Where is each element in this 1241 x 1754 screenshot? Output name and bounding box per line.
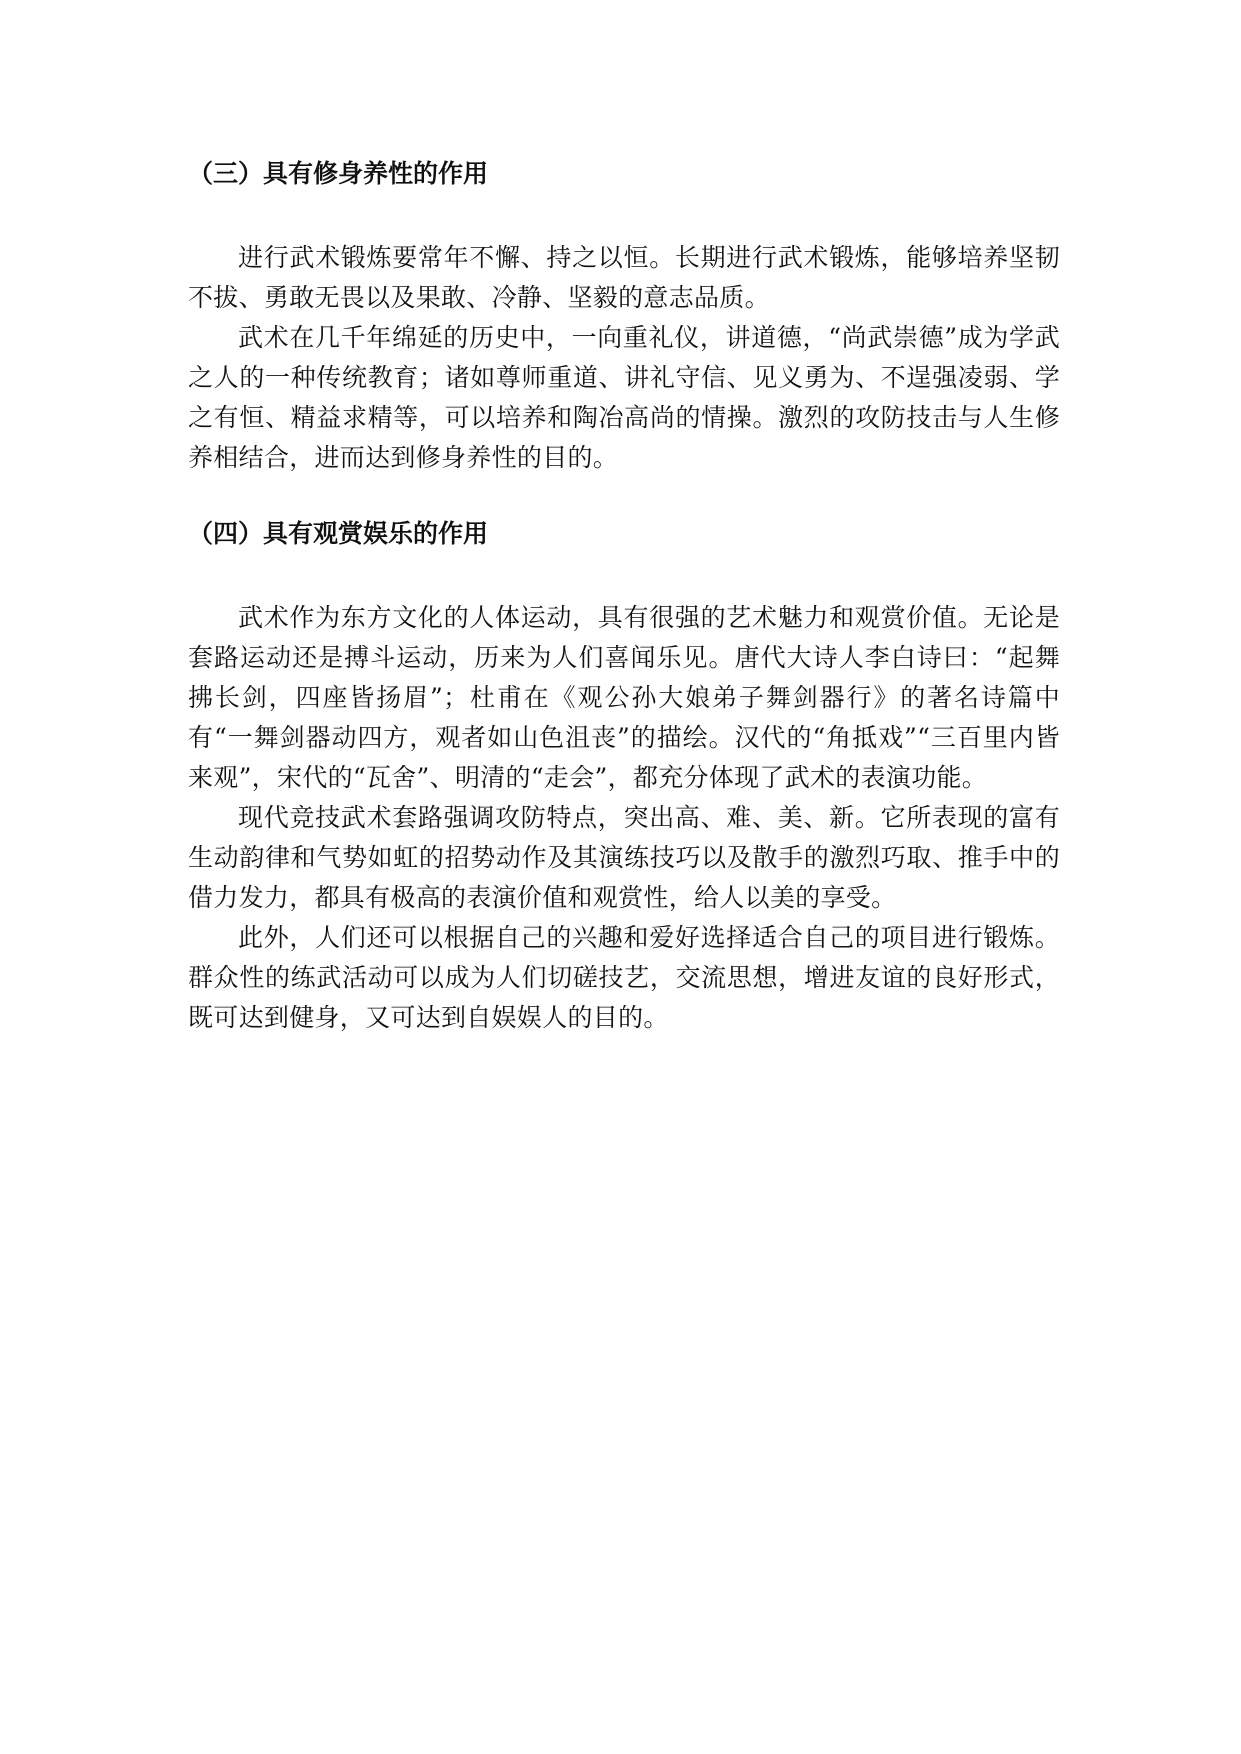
paragraph: 现代竞技武术套路强调攻防特点，突出高、难、美、新。它所表现的富有生动韵律和气势如虹的招势动作及其演练技巧以及散手的激烈巧取、推手中的借力发力，都具有极高的表演价值和观赏性，给人以美的享受。 <box>188 803 1060 912</box>
section-heading-4: （四）具有观赏娱乐的作用 <box>188 519 489 548</box>
paragraph: 此外，人们还可以根据自己的兴趣和爱好选择适合自己的项目进行锻炼。群众性的练武活动可以成为人们切磋技艺，交流思想，增进友谊的良好形式，既可达到健身，又可达到自娱娱人的目的。 <box>188 923 1060 1032</box>
paragraph: 武术作为东方文化的人体运动，具有很强的艺术魅力和观赏价值。无论是套路运动还是搏斗运动，历来为人们喜闻乐见。唐代大诗人李白诗曰：“起舞拂长剑，四座皆扬眉”；杜甫在《观公孙大娘弟子舞剑器行》的著名诗篇中有“一舞剑器动四方，观者如山色沮丧”的描绘。汉代的“角抵戏”“三百里内皆来观”，宋代的“瓦舍”、明清的“走会”，都充分体现了武术的表演功能。 <box>188 603 1060 792</box>
paragraph: 武术在几千年绵延的历史中，一向重礼仪，讲道德，“尚武崇德”成为学武之人的一种传统教育；诸如尊师重道、讲礼守信、见义勇为、不逞强凌弱、学之有恒、精益求精等，可以培养和陶冶高尚的情操。激烈的攻防技击与人生修养相结合，进而达到修身养性的目的。 <box>188 323 1060 472</box>
paragraph: 进行武术锻炼要常年不懈、持之以恒。长期进行武术锻炼，能够培养坚韧不拔、勇敢无畏以及果敢、冷静、坚毅的意志品质。 <box>188 243 1060 312</box>
section-3-body <box>188 238 1060 478</box>
document-body <box>188 150 1060 1038</box>
section-4-body <box>188 598 1060 1038</box>
section-heading-3: （三）具有修身养性的作用 <box>188 159 489 188</box>
